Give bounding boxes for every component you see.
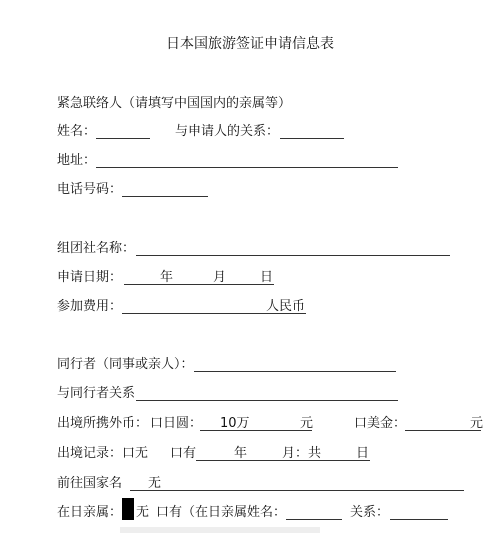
form-title: 日本国旅游签证申请信息表 [166, 36, 334, 52]
destination-label: 前往国家名 [57, 476, 123, 491]
emergency-address-field[interactable] [96, 167, 398, 168]
emergency-relation-field[interactable] [280, 138, 344, 139]
emergency-phone-label: 电话号码： [57, 182, 123, 197]
jpy-amount-value: 10万 [220, 416, 250, 431]
travel-record-has-checkbox[interactable]: 口有 [170, 446, 197, 461]
currency-label: 出境所携外币： [57, 416, 149, 431]
relative-name-field[interactable] [286, 519, 342, 520]
emergency-relation-label: 与申请人的关系： [175, 124, 280, 139]
apply-date-day: 日 [260, 270, 274, 285]
travel-record-day: 日 [356, 446, 370, 461]
relatives-none-checkbox-filled[interactable] [122, 498, 134, 520]
emergency-heading: 紧急联络人（请填写中国国内的亲属等） [57, 96, 292, 111]
relatives-label: 在日亲属： [57, 505, 123, 520]
companion-label: 同行者（同事或亲人）： [57, 357, 194, 372]
apply-date-month: 月 [213, 270, 227, 285]
travel-record-month: 月：共 [282, 446, 322, 461]
jpy-unit: 元 [300, 416, 314, 431]
cropped-text-remnant [120, 527, 320, 533]
usd-unit: 元 [470, 416, 484, 431]
companion-relation-field[interactable] [136, 400, 398, 401]
companion-relation-label: 与同行者关系 [57, 386, 136, 401]
jpy-checkbox-label[interactable]: 口日圆： [150, 416, 203, 431]
destination-value: 无 [148, 476, 162, 491]
relatives-has-checkbox[interactable]: 口有（在日亲属姓名： [156, 505, 287, 520]
relatives-none-label: 无 [136, 505, 150, 520]
apply-date-year: 年 [160, 270, 174, 285]
travel-record-label: 出境记录： [57, 446, 123, 461]
fee-label: 参加费用： [57, 299, 123, 314]
destination-field[interactable] [130, 490, 464, 491]
emergency-name-field[interactable] [96, 138, 150, 139]
emergency-phone-field[interactable] [122, 196, 208, 197]
agency-name-field[interactable] [136, 255, 450, 256]
relative-relation-field[interactable] [390, 519, 448, 520]
apply-date-field[interactable] [124, 284, 274, 285]
apply-date-label: 申请日期： [57, 270, 123, 285]
fee-unit: 人民币 [266, 299, 306, 314]
travel-record-none-checkbox[interactable]: 口无 [122, 446, 149, 461]
usd-checkbox-label[interactable]: 口美金： [354, 416, 407, 431]
emergency-address-label: 地址： [57, 153, 97, 168]
companion-field[interactable] [194, 371, 396, 372]
travel-record-year: 年 [234, 446, 248, 461]
agency-name-label: 组团社名称： [57, 241, 136, 256]
jpy-amount-field[interactable] [200, 430, 312, 431]
emergency-name-label: 姓名： [57, 124, 97, 139]
relative-relation-label: 关系： [350, 505, 390, 520]
